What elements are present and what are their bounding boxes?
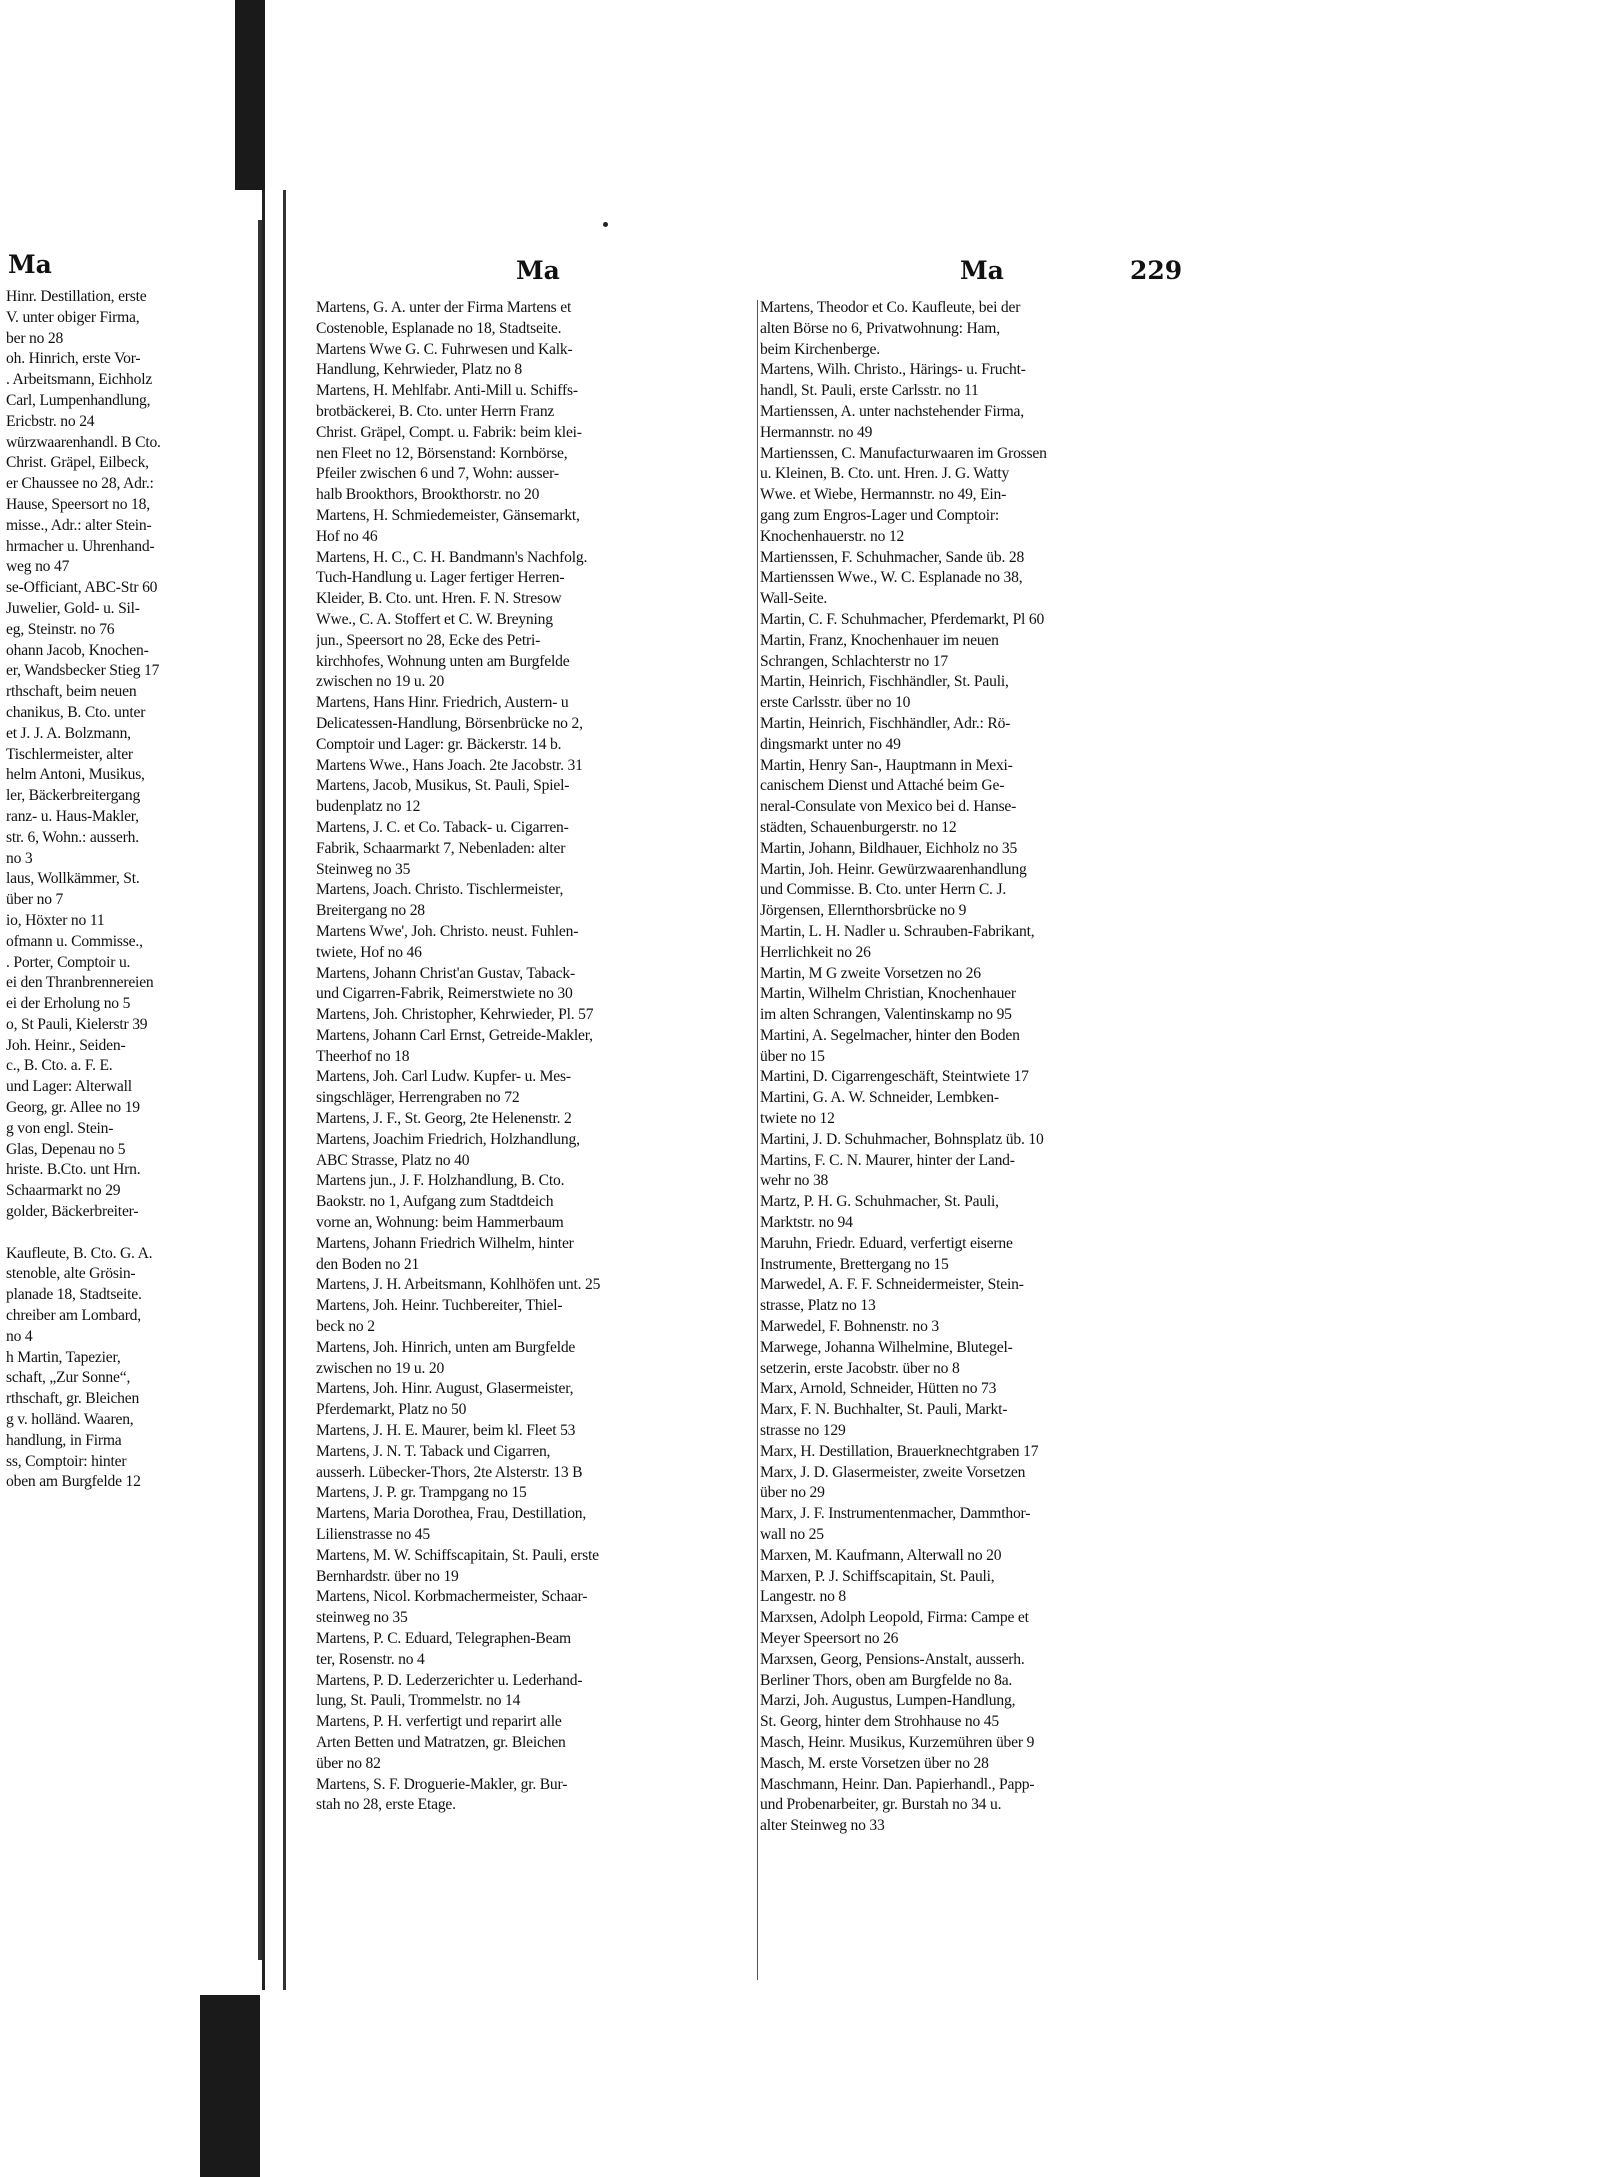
- directory-line: über no 29: [760, 1484, 825, 1502]
- directory-line: u. Kleinen, B. Cto. unt. Hren. J. G. Watty: [760, 465, 1010, 483]
- directory-line: Martini, A. Segelmacher, hinter den Boden: [760, 1026, 1020, 1044]
- directory-line: eg, Steinstr. no 76: [6, 620, 115, 638]
- directory-line: ohann Jacob, Knochen-: [6, 641, 149, 659]
- directory-line: hrmacher u. Uhrenhand-: [6, 537, 155, 555]
- left-page-header: Ma: [8, 250, 52, 279]
- directory-line: Martens Wwe G. C. Fuhrwesen und Kalk-: [316, 340, 573, 358]
- directory-line: Martin, Heinrich, Fischhändler, Adr.: Rö-: [760, 714, 1011, 732]
- directory-line: golder, Bäckerbreiter-: [6, 1203, 139, 1221]
- directory-line: zwischen no 19 u. 20: [316, 673, 445, 691]
- directory-line: und Cigarren-Fabrik, Reimerstwiete no 30: [316, 985, 573, 1003]
- directory-line: Bernhardstr. über no 19: [316, 1567, 459, 1585]
- directory-line: se-Officiant, ABC-Str 60: [6, 579, 158, 597]
- directory-line: Marx, F. N. Buchhalter, St. Pauli, Markt-: [760, 1401, 1008, 1419]
- directory-line: laus, Wollkämmer, St.: [6, 870, 140, 888]
- book-binding-top: [235, 0, 265, 190]
- directory-line: Martz, P. H. G. Schuhmacher, St. Pauli,: [760, 1193, 999, 1211]
- directory-line: Martins, F. C. N. Maurer, hinter der Land-: [760, 1151, 1015, 1169]
- directory-line: Martin, Wilhelm Christian, Knochenhauer: [760, 985, 1016, 1003]
- directory-line: zwischen no 19 u. 20: [316, 1359, 445, 1377]
- directory-line: chreiber am Lombard,: [6, 1307, 141, 1325]
- directory-line: Martini, J. D. Schuhmacher, Bohnsplatz üb. 10: [760, 1130, 1044, 1148]
- directory-line: Glas, Depenau no 5: [6, 1140, 126, 1158]
- directory-line: no 4: [6, 1327, 33, 1345]
- directory-line: Hof no 46: [316, 527, 378, 545]
- directory-line: Tischlermeister, alter: [6, 745, 133, 763]
- directory-line: handl, St. Pauli, erste Carlsstr. no 11: [760, 382, 979, 400]
- directory-line: kirchhofes, Wohnung unten am Burgfelde: [316, 652, 570, 670]
- directory-line: g von engl. Stein-: [6, 1119, 114, 1137]
- directory-line: Martin, L. H. Nadler u. Schrauben-Fabrikant,: [760, 922, 1035, 940]
- directory-line: über no 7: [6, 891, 64, 909]
- directory-line: Marx, J. F. Instrumentenmacher, Dammthor-: [760, 1505, 1031, 1523]
- ink-speck: [603, 222, 608, 227]
- directory-line: er Chaussee no 28, Adr.:: [6, 475, 154, 493]
- directory-line: Pferdemarkt, Platz no 50: [316, 1401, 467, 1419]
- directory-line: Martin, Franz, Knochenhauer im neuen: [760, 631, 999, 649]
- directory-line: Martienssen, A. unter nachstehender Firma,: [760, 402, 1024, 420]
- directory-line: Christ. Gräpel, Eilbeck,: [6, 454, 149, 472]
- directory-line: weg no 47: [6, 558, 70, 576]
- directory-line: Jörgensen, Ellernthorsbrücke no 9: [760, 902, 967, 920]
- directory-line: Martens, Joh. Hinr. August, Glasermeister,: [316, 1380, 574, 1398]
- directory-line: ranz- u. Haus-Makler,: [6, 807, 139, 825]
- directory-line: beck no 2: [316, 1318, 375, 1336]
- directory-line: schaft, „Zur Sonne“,: [6, 1369, 131, 1387]
- directory-line: Martens, P. H. verfertigt und reparirt alle: [316, 1713, 562, 1731]
- directory-line: Marwege, Johanna Wilhelmine, Blutegel-: [760, 1338, 1013, 1356]
- directory-line: ter, Rosenstr. no 4: [316, 1650, 425, 1668]
- directory-line: Martens, J. H. E. Maurer, beim kl. Fleet 53: [316, 1422, 576, 1440]
- directory-line: Georg, gr. Allee no 19: [6, 1099, 140, 1117]
- directory-line: Martin, C. F. Schuhmacher, Pferdemarkt, Pl 60: [760, 610, 1045, 628]
- directory-line: Martens, Joachim Friedrich, Holzhandlung,: [316, 1130, 580, 1148]
- directory-line: Lilienstrasse no 45: [316, 1526, 430, 1544]
- directory-line: Martens, H. Schmiedemeister, Gänsemarkt,: [316, 506, 580, 524]
- directory-line: Costenoble, Esplanade no 18, Stadtseite.: [316, 319, 562, 337]
- directory-line: Marx, H. Destillation, Brauerknechtgraben 17: [760, 1442, 1039, 1460]
- directory-line: Marzi, Joh. Augustus, Lumpen-Handlung,: [760, 1692, 1016, 1710]
- directory-line: no 3: [6, 849, 33, 867]
- directory-line: Martens, J. H. Arbeitsmann, Kohlhöfen unt. 25: [316, 1276, 601, 1294]
- directory-line: oh. Hinrich, erste Vor-: [6, 350, 141, 368]
- directory-line: er, Wandsbecker Stieg 17: [6, 662, 160, 680]
- directory-line: Martens, J. C. et Co. Taback- u. Cigarren-: [316, 818, 569, 836]
- directory-line: nen Fleet no 12, Börsenstand: Kornbörse,: [316, 444, 568, 462]
- directory-line: planade 18, Stadtseite.: [6, 1286, 142, 1304]
- directory-line: Marktstr. no 94: [760, 1214, 853, 1232]
- directory-line: brotbäckerei, B. Cto. unter Herrn Franz: [316, 402, 555, 420]
- directory-line: ei der Erholung no 5: [6, 995, 131, 1013]
- directory-line: ber no 28: [6, 329, 64, 347]
- directory-line: Martens, Joach. Christo. Tischlermeister,: [316, 881, 564, 899]
- directory-line: würzwaarenhandl. B Cto.: [6, 433, 161, 451]
- directory-line: alten Börse no 6, Privatwohnung: Ham,: [760, 319, 1000, 337]
- directory-line: setzerin, erste Jacobstr. über no 8: [760, 1359, 960, 1377]
- directory-line: Langestr. no 8: [760, 1588, 846, 1606]
- directory-line: Martens, Hans Hinr. Friedrich, Austern- u: [316, 694, 569, 712]
- directory-line: Christ. Gräpel, Compt. u. Fabrik: beim klei-: [316, 423, 582, 441]
- directory-line: Pfeiler zwischen 6 und 7, Wohn: ausser-: [316, 465, 559, 483]
- directory-line: c., B. Cto. a. F. E.: [6, 1057, 113, 1075]
- directory-line: Ericbstr. no 24: [6, 412, 95, 430]
- directory-line: Marwedel, F. Bohnenstr. no 3: [760, 1318, 939, 1336]
- page-number: 229: [1130, 256, 1183, 285]
- directory-line: str. 6, Wohn.: ausserh.: [6, 828, 139, 846]
- directory-line: Berliner Thors, oben am Burgfelde no 8a.: [760, 1671, 1013, 1689]
- directory-line: ei den Thranbrennereien: [6, 974, 154, 992]
- directory-line: steinweg no 35: [316, 1609, 408, 1627]
- directory-line: strasse no 129: [760, 1422, 846, 1440]
- directory-line: Wwe., C. A. Stoffert et C. W. Breyning: [316, 610, 553, 628]
- directory-line: Martens, Jacob, Musikus, St. Pauli, Spiel-: [316, 777, 570, 795]
- directory-line: Schrangen, Schlachterstr no 17: [760, 652, 949, 670]
- directory-line: Martens, Johann Christ'an Gustav, Taback-: [316, 964, 575, 982]
- directory-line: Martens, S. F. Droguerie-Makler, gr. Bur-: [316, 1775, 568, 1793]
- directory-line: handlung, in Firma: [6, 1431, 122, 1449]
- directory-line: Martens, Joh. Carl Ludw. Kupfer- u. Mes-: [316, 1068, 571, 1086]
- directory-line: wehr no 38: [760, 1172, 829, 1190]
- directory-line: Handlung, Kehrwieder, Platz no 8: [316, 361, 523, 379]
- directory-line: Instrumente, Brettergang no 15: [760, 1255, 949, 1273]
- directory-line: Delicatessen-Handlung, Börsenbrücke no 2,: [316, 714, 583, 732]
- directory-line: Martens, Maria Dorothea, Frau, Destillation,: [316, 1505, 587, 1523]
- directory-line: twiete no 12: [760, 1110, 835, 1128]
- directory-line: Kaufleute, B. Cto. G. A.: [6, 1244, 153, 1262]
- directory-line: Martens, P. C. Eduard, Telegraphen-Beam: [316, 1630, 571, 1647]
- directory-line: Martin, Johann, Bildhauer, Eichholz no 35: [760, 839, 1018, 857]
- directory-line: Masch, M. erste Vorsetzen über no 28: [760, 1754, 989, 1772]
- directory-line: dingsmarkt unter no 49: [760, 735, 901, 753]
- directory-line: Martini, G. A. W. Schneider, Lembken-: [760, 1089, 999, 1107]
- directory-line: Martienssen, F. Schuhmacher, Sande üb. 28: [760, 548, 1025, 566]
- directory-line: Martens, Theodor et Co. Kaufleute, bei der: [760, 299, 1021, 316]
- directory-line: Comptoir und Lager: gr. Bäckerstr. 14 b.: [316, 735, 562, 753]
- directory-line: canischem Dienst und Attaché beim Ge-: [760, 777, 1005, 795]
- directory-line: Masch, Heinr. Musikus, Kurzemühren über 9: [760, 1733, 1035, 1751]
- directory-line: Marx, Arnold, Schneider, Hütten no 73: [760, 1380, 997, 1398]
- directory-line: Martens jun., J. F. Holzhandlung, B. Cto.: [316, 1172, 565, 1190]
- directory-line: neral-Consulate von Mexico bei d. Hanse-: [760, 798, 1017, 816]
- directory-line: Martens, Johann Friedrich Wilhelm, hinter: [316, 1234, 574, 1252]
- directory-line: stenoble, alte Grösin-: [6, 1265, 136, 1283]
- directory-line: Arten Betten und Matratzen, gr. Bleichen: [316, 1733, 566, 1751]
- directory-line: und Lager: Alterwall: [6, 1078, 132, 1096]
- directory-line: Martens, Wilh. Christo., Härings- u. Frucht-: [760, 361, 1026, 379]
- directory-line: V. unter obiger Firma,: [6, 308, 140, 326]
- directory-line: Martin, M G zweite Vorsetzen no 26: [760, 964, 981, 982]
- directory-line: Hause, Speersort no 18,: [6, 495, 150, 513]
- directory-line: über no 82: [316, 1754, 381, 1772]
- directory-line: Martini, D. Cigarrengeschäft, Steintwiete 17: [760, 1068, 1029, 1086]
- directory-line: Martens, Johann Carl Ernst, Getreide-Makler,: [316, 1026, 593, 1044]
- directory-line: rthschaft, gr. Bleichen: [6, 1390, 140, 1408]
- directory-line: beim Kirchenberge.: [760, 340, 880, 358]
- directory-line: Marxen, P. J. Schiffscapitain, St. Pauli,: [760, 1567, 995, 1585]
- directory-line: Fabrik, Schaarmarkt 7, Nebenladen: alter: [316, 839, 566, 857]
- directory-line: Breitergang no 28: [316, 902, 425, 920]
- directory-line: h Martin, Tapezier,: [6, 1348, 121, 1366]
- directory-line: Hinr. Destillation, erste: [6, 288, 147, 305]
- directory-line: Schaarmarkt no 29: [6, 1182, 121, 1200]
- directory-line: Martens, J. N. T. Taback und Cigarren,: [316, 1442, 551, 1460]
- column-divider: [757, 300, 758, 1980]
- directory-column-1: [316, 298, 757, 1816]
- directory-line: Martens Wwe., Hans Joach. 2te Jacobstr. 31: [316, 756, 583, 774]
- directory-line: Wwe. et Wiebe, Hermannstr. no 49, Ein-: [760, 486, 1007, 504]
- directory-line: Meyer Speersort no 26: [760, 1630, 899, 1647]
- directory-line: vorne an, Wohnung: beim Hammerbaum: [316, 1214, 564, 1232]
- directory-line: Marx, J. D. Glasermeister, zweite Vorsetzen: [760, 1463, 1026, 1481]
- directory-line: Juwelier, Gold- u. Sil-: [6, 599, 140, 617]
- directory-line: et J. J. A. Bolzmann,: [6, 724, 131, 742]
- directory-line: stah no 28, erste Etage.: [316, 1796, 456, 1814]
- directory-line: Martens, J. F., St. Georg, 2te Helenenstr. 2: [316, 1110, 572, 1128]
- directory-line: im alten Schrangen, Valentinskamp no 95: [760, 1006, 1012, 1024]
- directory-line: ABC Strasse, Platz no 40: [316, 1151, 470, 1169]
- directory-line: Martens, Joh. Christopher, Kehrwieder, Pl. 57: [316, 1006, 594, 1024]
- directory-line: erste Carlsstr. über no 10: [760, 694, 911, 712]
- directory-line: Maschmann, Heinr. Dan. Papierhandl., Papp-: [760, 1775, 1035, 1793]
- directory-line: io, Höxter no 11: [6, 911, 105, 929]
- directory-line: oben am Burgfelde 12: [6, 1473, 141, 1491]
- directory-line: Martens, P. D. Lederzerichter u. Lederhand-: [316, 1671, 583, 1689]
- directory-line: Martens, M. W. Schiffscapitain, St. Pauli, erste: [316, 1546, 599, 1564]
- directory-line: hriste. B.Cto. unt Hrn.: [6, 1161, 141, 1179]
- directory-line: und Commisse. B. Cto. unter Herrn C. J.: [760, 881, 1007, 899]
- directory-line: Wall-Seite.: [760, 590, 828, 608]
- directory-line: Martens, G. A. unter der Firma Martens et: [316, 299, 572, 316]
- directory-line: . Arbeitsmann, Eichholz: [6, 371, 153, 389]
- directory-line: Baokstr. no 1, Aufgang zum Stadtdeich: [316, 1193, 554, 1211]
- directory-line: Martens, Joh. Hinrich, unten am Burgfelde: [316, 1338, 576, 1356]
- directory-line: Herrlichkeit no 26: [760, 943, 871, 961]
- directory-line: über no 15: [760, 1047, 825, 1065]
- directory-line: städten, Schauenburgerstr. no 12: [760, 818, 957, 836]
- directory-line: Martienssen Wwe., W. C. Esplanade no 38,: [760, 569, 1023, 587]
- directory-line: chanikus, B. Cto. unter: [6, 703, 146, 721]
- directory-line: alter Steinweg no 33: [760, 1817, 885, 1835]
- directory-line: misse., Adr.: alter Stein-: [6, 516, 152, 534]
- directory-line: helm Antoni, Musikus,: [6, 766, 145, 784]
- directory-column-2: [760, 298, 1200, 1837]
- directory-line: Marxen, M. Kaufmann, Alterwall no 20: [760, 1546, 1002, 1564]
- directory-line: twiete, Hof no 46: [316, 943, 422, 961]
- directory-line: Joh. Heinr., Seiden-: [6, 1036, 126, 1054]
- directory-line: Martens, J. P. gr. Trampgang no 15: [316, 1484, 527, 1502]
- directory-line: ler, Bäckerbreitergang: [6, 787, 141, 805]
- directory-line: ausserh. Lübecker-Thors, 2te Alsterstr. 13 B: [316, 1463, 583, 1481]
- directory-line: Martin, Heinrich, Fischhändler, St. Pauli,: [760, 673, 1009, 691]
- directory-line: Martin, Henry San-, Hauptmann in Mexi-: [760, 756, 1013, 774]
- directory-line: rthschaft, beim neuen: [6, 683, 137, 701]
- directory-line: und Probenarbeiter, gr. Burstah no 34 u.: [760, 1796, 1002, 1814]
- directory-line: Carl, Lumpenhandlung,: [6, 391, 151, 409]
- directory-line: jun., Speersort no 28, Ecke des Petri-: [316, 631, 541, 649]
- left-page-column: [6, 287, 256, 1493]
- directory-line: Steinweg no 35: [316, 860, 411, 878]
- directory-line: budenplatz no 12: [316, 798, 421, 816]
- directory-line: Hermannstr. no 49: [760, 423, 873, 441]
- directory-line: Knochenhauerstr. no 12: [760, 527, 905, 545]
- directory-line: Martens, H. Mehlfabr. Anti-Mill u. Schiffs-: [316, 382, 578, 400]
- directory-line: Marxsen, Adolph Leopold, Firma: Campe et: [760, 1609, 1029, 1627]
- directory-line: Marwedel, A. F. F. Schneidermeister, Stein-: [760, 1276, 1024, 1294]
- book-binding-bottom: [200, 1995, 260, 2177]
- directory-line: strasse, Platz no 13: [760, 1297, 876, 1315]
- directory-line: Maruhn, Friedr. Eduard, verfertigt eiserne: [760, 1234, 1013, 1252]
- directory-line: . Porter, Comptoir u.: [6, 953, 131, 971]
- directory-line: Martin, Joh. Heinr. Gewürzwaarenhandlung: [760, 860, 1027, 878]
- directory-line: Tuch-Handlung u. Lager fertiger Herren-: [316, 569, 565, 587]
- directory-line: den Boden no 21: [316, 1255, 420, 1273]
- directory-line: Marxsen, Georg, Pensions-Anstalt, ausserh.: [760, 1650, 1025, 1668]
- directory-line: Martens, Joh. Heinr. Tuchbereiter, Thiel-: [316, 1297, 563, 1315]
- directory-line: St. Georg, hinter dem Strohhause no 45: [760, 1713, 999, 1731]
- column-header-middle: Ma: [516, 256, 560, 285]
- directory-line: halb Brookthors, Brookthorstr. no 20: [316, 486, 540, 504]
- directory-line: Theerhof no 18: [316, 1047, 410, 1065]
- directory-line: gang zum Engros-Lager und Comptoir:: [760, 506, 999, 524]
- directory-line: Martienssen, C. Manufacturwaaren im Grossen: [760, 444, 1047, 462]
- directory-line: Martens, Nicol. Korbmachermeister, Schaar-: [316, 1588, 588, 1606]
- directory-line: o, St Pauli, Kielerstr 39: [6, 1015, 148, 1033]
- directory-line: Martens, H. C., C. H. Bandmann's Nachfolg.: [316, 548, 588, 566]
- directory-line: lung, St. Pauli, Trommelstr. no 14: [316, 1692, 521, 1710]
- directory-line: wall no 25: [760, 1526, 824, 1544]
- directory-line: g v. holländ. Waaren,: [6, 1411, 134, 1429]
- directory-line: singschläger, Herrengraben no 72: [316, 1089, 520, 1107]
- column-header-right: Ma: [960, 256, 1004, 285]
- page-edge: [258, 220, 264, 1960]
- directory-line: Martens Wwe', Joh. Christo. neust. Fuhlen-: [316, 922, 579, 940]
- directory-line: Kleider, B. Cto. unt. Hren. F. N. Stresow: [316, 590, 562, 608]
- directory-line: [6, 1223, 256, 1244]
- directory-line: ofmann u. Commisse.,: [6, 932, 143, 950]
- directory-line: ss, Comptoir: hinter: [6, 1452, 127, 1470]
